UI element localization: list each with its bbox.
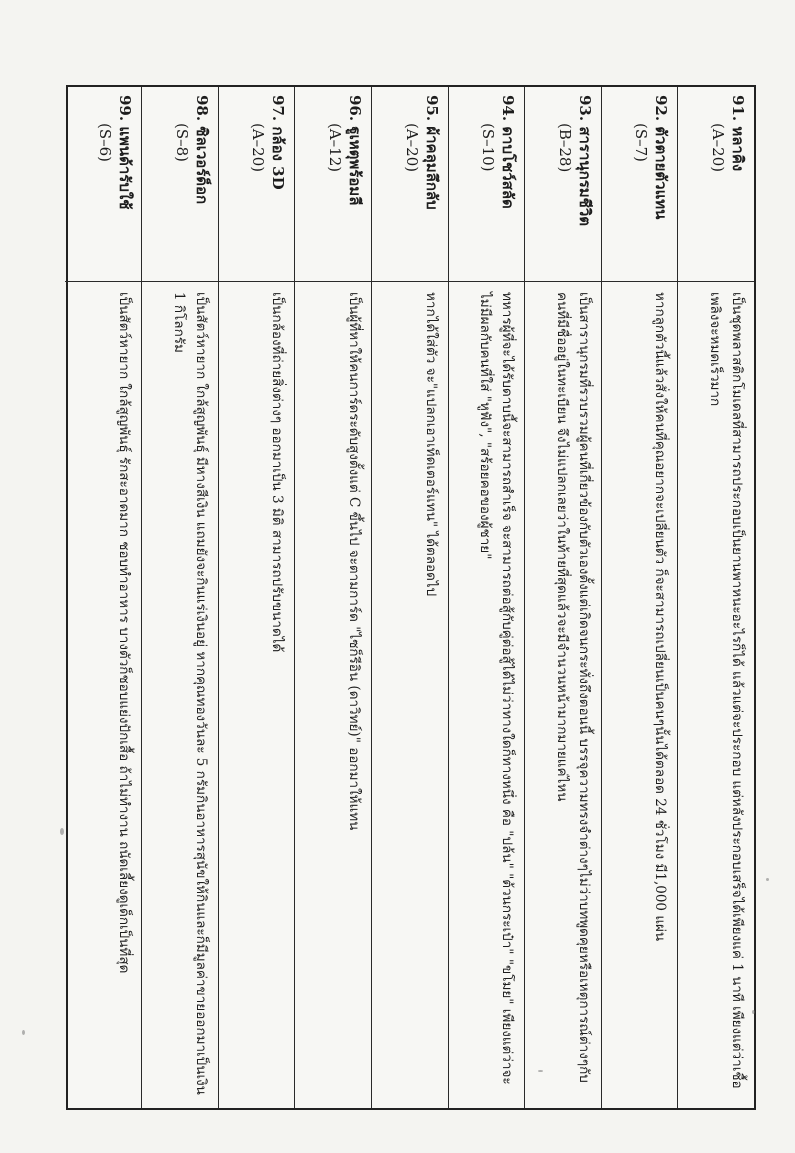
item-code: (A–20) [709, 123, 727, 173]
scan-speck [538, 1070, 543, 1072]
item-code: (S–7) [632, 123, 651, 163]
scan-speck [766, 878, 769, 881]
item-name: 95. ผ้าคลุมลึกลับ [422, 95, 441, 210]
item-description: เป็นกล้องที่ถ่ายสิ่งต่างๆ ออกมาเป็น 3 มิติ สามารถปรับขนาดได้ [269, 292, 286, 653]
item-table [66, 85, 756, 1110]
item-name: 98. ซิลเวอร์ด็อก [192, 95, 211, 205]
item-name-cell [602, 87, 678, 282]
table-row [141, 87, 218, 1108]
item-code: (S–8) [172, 123, 191, 163]
item-description: ทหารผู้ที่จะได้รับดาบนี้จะสามารถสำเร็จ จะสามารถต่อสู้กับคู่ต่อสู้ได้ไม่ว่าทางใดก็ทางหนึ่ง คือ "ปล้น" "ต้วนกระเป๋า" "ขโมย" เพียงแต่ว่าจะไม่มีผลกับคนที่ใส่ "หูฟัง", "สร้อยคอของผู้ชาย" [477, 292, 516, 1085]
table-row [218, 87, 295, 1108]
item-description: หากได้ใส่ตัว จะ"แปลกเอาเท็ดเตอร์แทน" ได้ตลอดไป [422, 292, 439, 597]
item-name: 92. ตัวตายตัวแทน [652, 95, 671, 220]
table-row [371, 87, 448, 1108]
item-code: (S–10) [479, 123, 498, 172]
table-row [524, 87, 601, 1108]
table-row [677, 87, 754, 1108]
item-code: (B–28) [555, 123, 574, 173]
item-name-cell [449, 87, 525, 282]
item-name-cell [295, 87, 371, 282]
item-name-cell [372, 87, 448, 282]
item-description: เป็นชุดพลาสติกโมเดลที่สามารถประกอบเป็นยานพาหนะอะไรก็ได้ แล้วแต่จะประกอบ แต่หลังประกอบเสร็จได้เพียงแค่ 1 นาที เพียงแต่ว่าเชื้อเพลิงจะหมดเร็วมาก [707, 292, 745, 1089]
item-name: 99. แพนด้ารับใช้ [116, 95, 135, 210]
item-description: เป็นสัตว์หายาก ใกล้สูญพันธุ์ มีหางสีเงิน แถมยังจะกินแร่เงินอยู่ หากคุณทองวันละ 5 กรัมกินอาหารสุนัขให้กินและก็มีมูลค่าขายออกมาเป็นเงิน 1 กิโลกรัม [170, 292, 209, 1095]
item-name-cell [678, 87, 754, 282]
item-name-cell [219, 87, 295, 282]
scan-speck [22, 1030, 25, 1035]
table-row [448, 87, 525, 1108]
item-name: 94. ดาบโชว์สลัด [499, 95, 518, 209]
item-description: เป็นสารานุกรมที่รวบรวมผู้คนที่เกี่ยวข้องกับตัวเองตั้งแต่เกิดจนกระทั่งถึงตอนนี้ บรรจุความทรงจำต่างๆไม่ว่าบทพูดคุยหรือเหตุการณ์ต่างๆกับคนที่มีชื่ออยู่ในทะเบียน จึงไม่แปลกเลยว่าในท้ายที่สุดแล้วจะมีจำนวนหน้ามากมายแค่ไหน [553, 292, 592, 1083]
item-name-cell [142, 87, 218, 282]
scan-speck [752, 1010, 755, 1014]
item-description: เป็นผู้ที่หาให้คนการ์ดระดับสูงตั้งแต่ C ขึ้นไป จะตามการ์ด "ไซก็รีอิน (ดาวิทย์)" ออกมาให้แทน [346, 292, 363, 831]
table-row [294, 87, 371, 1108]
item-name: 93. สารานุกรมชีวิต [575, 95, 594, 227]
item-description: หากลูกตัวนี้แล้วสั่งให้คนที่คุณอยากจะเปลี่ยนตัว ก็จะสามารถเปลี่ยนเป็นคนๆนั้นได้ตลอด 24 ชั่วโมง มี1,000 แผ่น [652, 292, 669, 942]
item-name-cell [65, 87, 142, 282]
item-code: (S–6) [96, 123, 115, 163]
item-code: (A–12) [326, 123, 345, 173]
item-name: 96. ฐูเหตุพร้อมลี [346, 95, 365, 206]
item-description: เป็นสัตว์หายาก ใกล้สูญพันธุ์ รักสะอาดมาก ชอบทำอาหาร บางตัวก็ชอบแย่งปักเสื้อ ถ้าไม่ทำงาน ถนัดเลี้ยงดูเด็กเป็นที่สุด [116, 292, 133, 974]
scan-speck [60, 828, 64, 835]
item-name: 91. หลาคิง [729, 95, 747, 172]
item-code: (A–20) [249, 123, 268, 173]
item-name: 97. กล้อง 3D [269, 95, 288, 190]
table-row [601, 87, 678, 1108]
item-code: (A–20) [402, 123, 421, 173]
table-row [65, 87, 142, 1108]
item-name-cell [525, 87, 601, 282]
